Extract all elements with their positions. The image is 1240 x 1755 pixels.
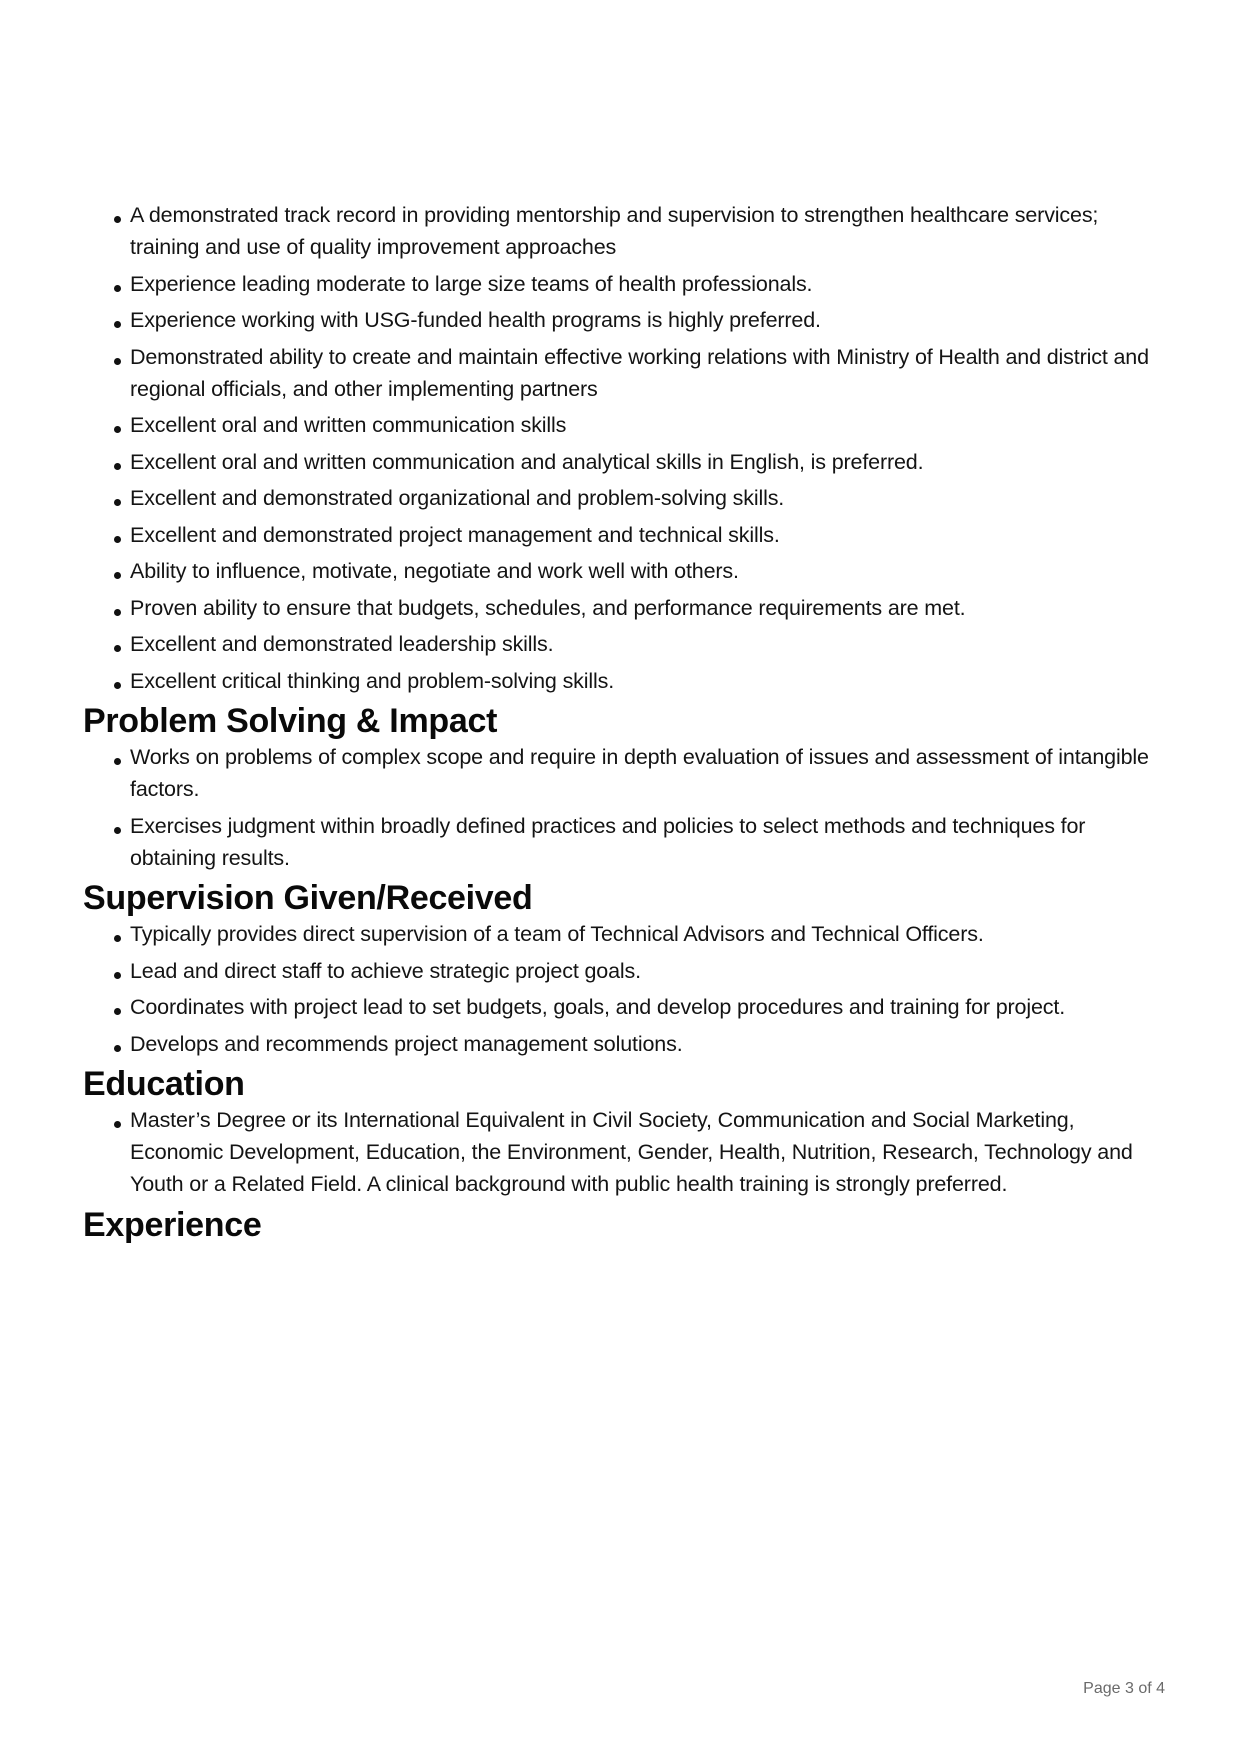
- list-item: [83, 665, 1163, 697]
- page-content: [83, 199, 1163, 1245]
- bullet-icon: [114, 972, 121, 979]
- list-item: [83, 409, 1163, 441]
- bullet-icon: [114, 758, 121, 765]
- list-item-text: Excellent oral and written communication and analytical skills in English, is preferred.: [130, 449, 924, 474]
- section-heading-supervision: Supervision Given/Received: [83, 879, 533, 917]
- list-item-text: Ability to influence, motivate, negotiate and work well with others.: [130, 559, 739, 583]
- list-item-text: Experience leading moderate to large size teams of health professionals.: [130, 271, 813, 296]
- bullet-icon: [114, 935, 121, 942]
- page-number: Page 3 of 4: [1083, 1680, 1165, 1697]
- bullet-icon: [114, 609, 121, 616]
- list-item-text: Master’s Degree or its International Equivalent in Civil Society, Communication and Social Marketing, Economic Development, Education, the Environment, Gender, Health, Nutrition, Research, Technology and Youth or a Related Field. A clinical background with public health training is strongly preferred.: [130, 1108, 1133, 1196]
- bullet-icon: [114, 682, 121, 689]
- list-item: [83, 268, 1163, 300]
- bullet-icon: [114, 499, 121, 506]
- list-item: [83, 628, 1163, 660]
- section-heading-education: Education: [83, 1065, 245, 1103]
- list-item-text: Excellent and demonstrated organizational and problem-solving skills.: [130, 486, 785, 510]
- bullet-icon: [114, 645, 121, 652]
- list-item-text: Exercises judgment within broadly defined practices and policies to select methods and techniques for obtaining results.: [130, 813, 1086, 870]
- list-item: [83, 341, 1163, 405]
- list-item: [83, 446, 1163, 478]
- bullet-icon: [114, 827, 121, 834]
- list-item-text: Coordinates with project lead to set budgets, goals, and develop procedures and training for project.: [130, 995, 1066, 1019]
- list-item-text: Lead and direct staff to achieve strategic project goals.: [130, 958, 641, 983]
- list-item: [83, 482, 1163, 514]
- bullet-icon: [114, 321, 121, 328]
- list-item-text: Works on problems of complex scope and require in depth evaluation of issues and assessment of intangible factors.: [130, 745, 1149, 801]
- list-item: [83, 199, 1163, 263]
- list-item-text: Excellent and demonstrated project management and technical skills.: [130, 522, 780, 547]
- bullet-icon: [114, 536, 121, 543]
- list-item-text: Excellent and demonstrated leadership skills.: [130, 632, 554, 656]
- bullet-icon: [114, 358, 121, 365]
- list-item: [83, 991, 1163, 1023]
- education-list: [83, 1104, 1163, 1200]
- bullet-icon: [114, 216, 121, 223]
- list-item: [83, 304, 1163, 336]
- list-item-text: Proven ability to ensure that budgets, schedules, and performance requirements are met.: [130, 595, 966, 620]
- bullet-icon: [114, 1045, 121, 1052]
- section-heading-problem-solving: Problem Solving & Impact: [83, 702, 498, 740]
- list-item: [83, 810, 1163, 874]
- list-item: [83, 592, 1163, 624]
- list-item-text: Demonstrated ability to create and maintain effective working relations with Ministry of Health and district and regional officials, and other implementing partners: [130, 344, 1149, 401]
- list-item: [83, 955, 1163, 987]
- list-item-text: Typically provides direct supervision of a team of Technical Advisors and Technical Officers.: [130, 922, 984, 946]
- list-item-text: Develops and recommends project management solutions.: [130, 1031, 683, 1056]
- list-item: [83, 1104, 1163, 1200]
- list-item: [83, 1028, 1163, 1060]
- list-item-text: Experience working with USG-funded health programs is highly preferred.: [130, 308, 821, 332]
- bullet-icon: [114, 1008, 121, 1015]
- bullet-icon: [114, 572, 121, 579]
- list-item-text: A demonstrated track record in providing mentorship and supervision to strengthen healthcare services; training and use of quality improvement approaches: [130, 203, 1099, 259]
- list-item: [83, 519, 1163, 551]
- list-item: [83, 555, 1163, 587]
- list-item: [83, 741, 1163, 805]
- bullet-icon: [114, 426, 121, 433]
- list-item-text: Excellent oral and written communication skills: [130, 413, 567, 437]
- section-heading-experience: Experience: [83, 1205, 262, 1244]
- supervision-list: [83, 918, 1163, 1060]
- qualifications-list: [83, 199, 1163, 697]
- bullet-icon: [114, 463, 121, 470]
- problem-solving-list: [83, 741, 1163, 874]
- bullet-icon: [114, 1121, 121, 1128]
- list-item: [83, 918, 1163, 950]
- list-item-text: Excellent critical thinking and problem-solving skills.: [130, 668, 615, 693]
- bullet-icon: [114, 285, 121, 292]
